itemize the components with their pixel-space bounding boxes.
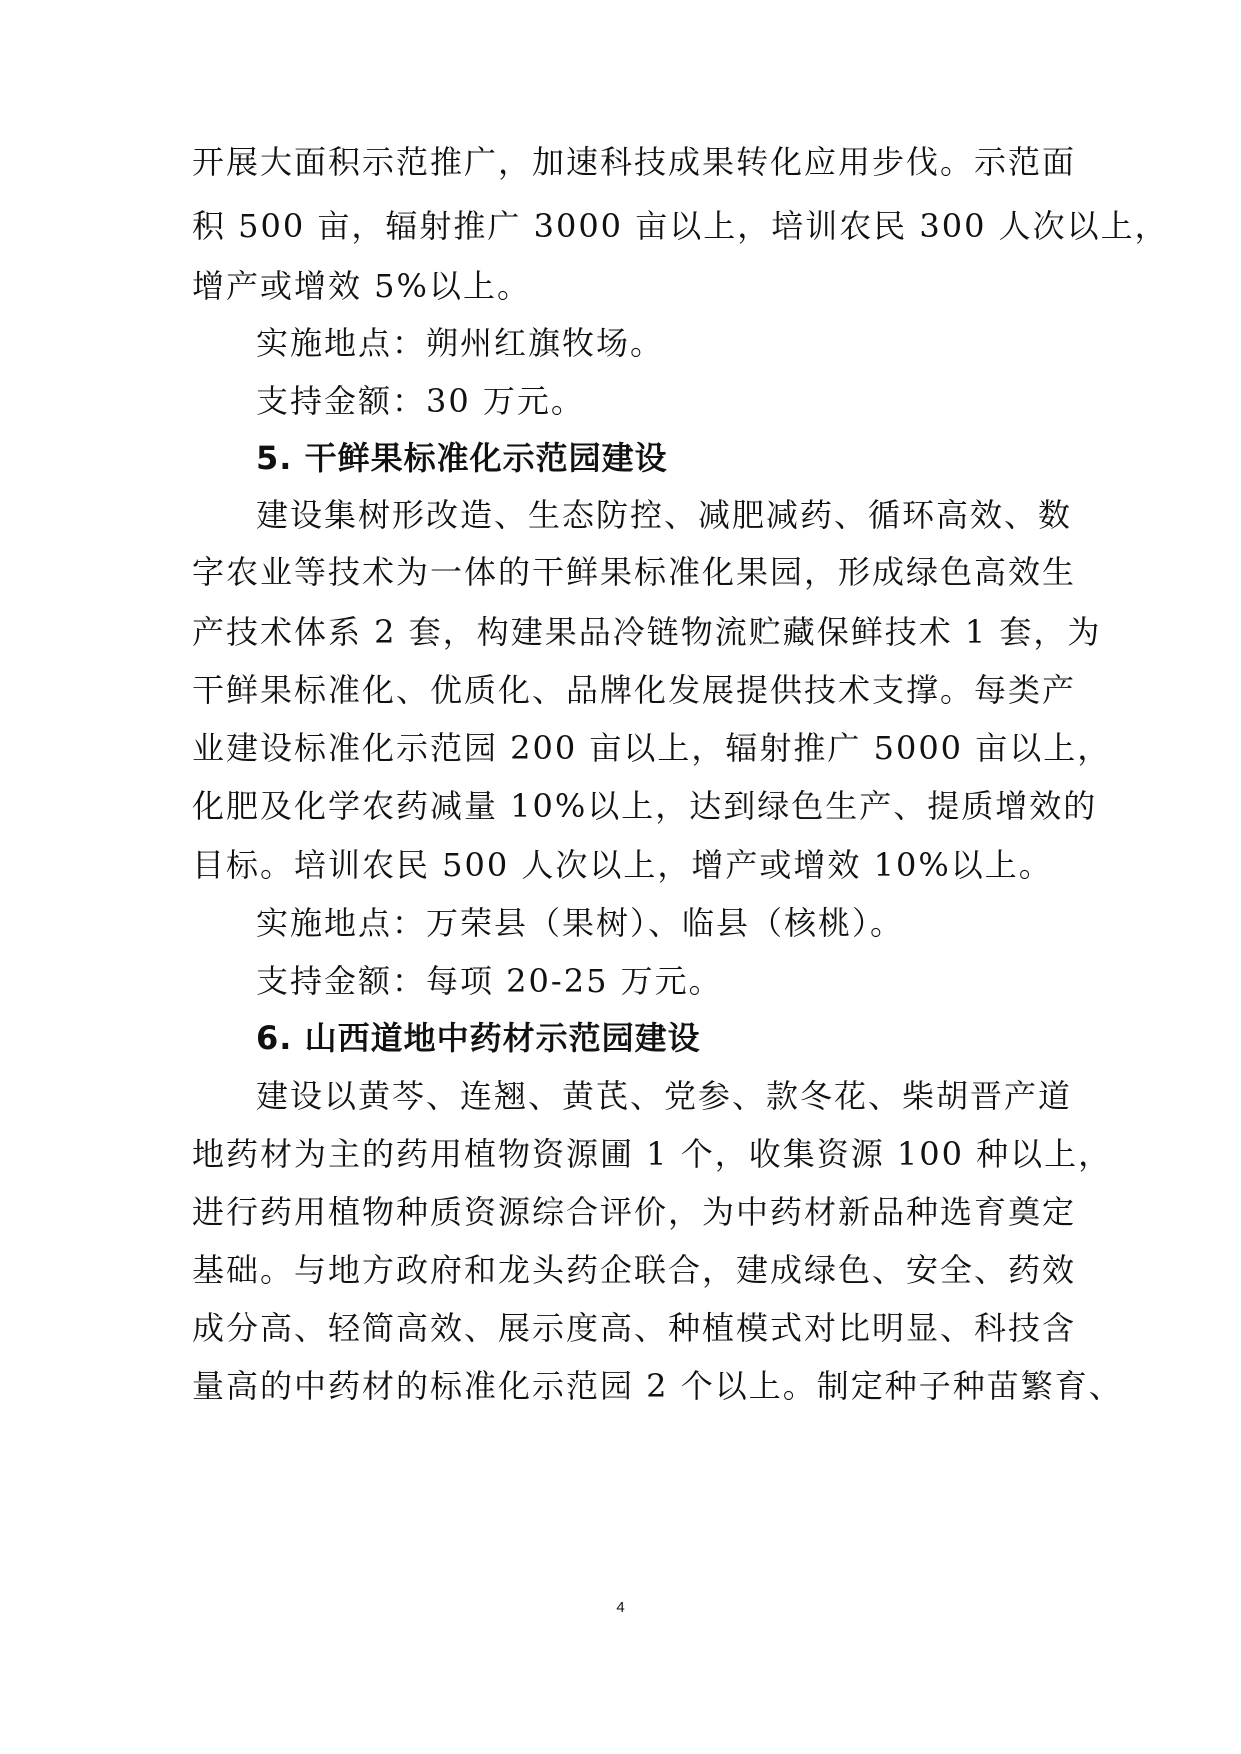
- body-text-line: 字农业等技术为一体的干鲜果标准化果园，形成绿色高效生: [192, 553, 1077, 591]
- section-heading: 6. 山西道地中药材示范园建设: [256, 1019, 701, 1057]
- body-text-line: 增产或增效 5%以上。: [192, 267, 531, 305]
- body-text-line: 建设以黄芩、连翘、黄芪、党参、款冬花、柴胡晋产道: [256, 1077, 1073, 1115]
- body-text-line: 干鲜果标准化、优质化、品牌化发展提供技术支撑。每类产: [192, 671, 1077, 709]
- body-text-line: 开展大面积示范推广，加速科技成果转化应用步伐。示范面: [192, 143, 1077, 181]
- body-text-line: 化肥及化学农药减量 10%以上，达到绿色生产、提质增效的: [192, 787, 1098, 825]
- body-text-line: 积 500 亩，辐射推广 3000 亩以上，培训农民 300 人次以上，: [192, 207, 1169, 245]
- body-text-line: 目标。培训农民 500 人次以上，增产或增效 10%以上。: [192, 846, 1053, 884]
- section-heading: 5. 干鲜果标准化示范园建设: [256, 439, 668, 477]
- body-text-line: 地药材为主的药用植物资源圃 1 个，收集资源 100 种以上，: [192, 1135, 1113, 1173]
- body-text-line: 成分高、轻简高效、展示度高、种植模式对比明显、科技含: [192, 1309, 1077, 1347]
- funding-line: 支持金额：30 万元。: [256, 382, 585, 420]
- body-text-line: 业建设标准化示范园 200 亩以上，辐射推广 5000 亩以上，: [192, 729, 1112, 767]
- body-text-line: 产技术体系 2 套，构建果品冷链物流贮藏保鲜技术 1 套，为: [192, 613, 1102, 651]
- body-text-line: 建设集树形改造、生态防控、减肥减药、循环高效、数: [256, 496, 1073, 534]
- location-line: 实施地点：万荣县（果树）、临县（核桃）。: [256, 904, 905, 942]
- location-line: 实施地点：朔州红旗牧场。: [256, 324, 665, 362]
- funding-line: 支持金额：每项 20-25 万元。: [256, 962, 723, 1000]
- body-text-line: 基础。与地方政府和龙头药企联合，建成绿色、安全、药效: [192, 1251, 1077, 1289]
- body-text-line: 量高的中药材的标准化示范园 2 个以上。制定种子种苗繁育、: [192, 1367, 1123, 1405]
- body-text-line: 进行药用植物种质资源综合评价，为中药材新品种选育奠定: [192, 1193, 1077, 1231]
- page-number: 4: [616, 1599, 625, 1616]
